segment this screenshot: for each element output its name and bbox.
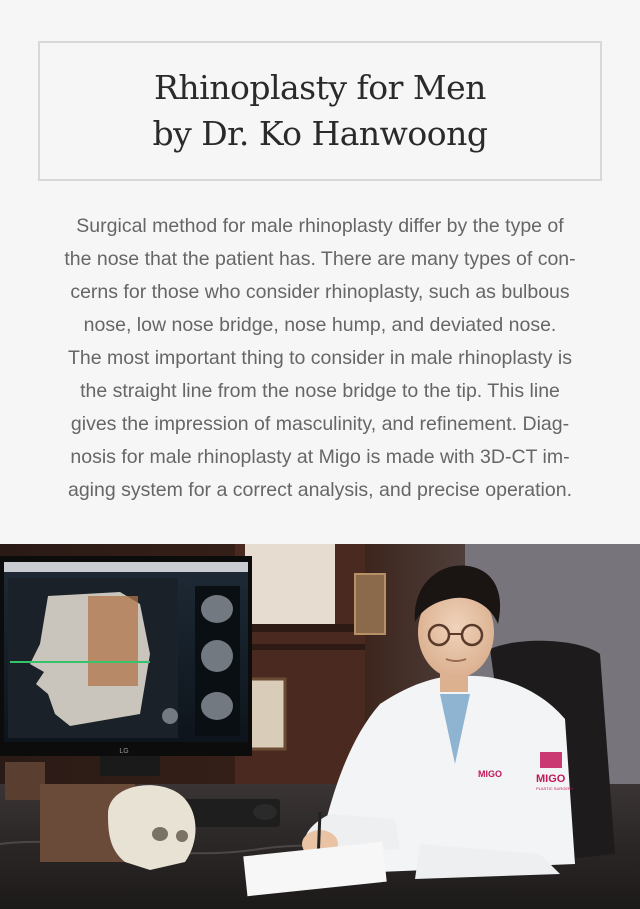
description-line: aging system for a correct analysis, and precise operation. bbox=[67, 479, 572, 501]
shelf-board bbox=[235, 624, 365, 632]
coat-logo-right: MIGO bbox=[536, 773, 566, 785]
ct-slice bbox=[201, 640, 233, 672]
description-paragraph bbox=[34, 210, 606, 507]
mouse bbox=[253, 804, 277, 820]
skull-eye bbox=[152, 827, 168, 841]
shelf-board bbox=[235, 644, 365, 650]
description-line: cerns for those who consider rhinoplasty, such as bulbous bbox=[70, 281, 570, 303]
page-title-line-2: by Dr. Ko Hanwoong bbox=[152, 114, 488, 153]
shelf-panel-light bbox=[245, 544, 335, 624]
description-line: nosis for male rhinoplasty at Migo is made with 3D-CT im- bbox=[70, 446, 570, 468]
shelf-frame bbox=[355, 574, 385, 634]
description-line: gives the impression of masculinity, and refinement. Diag- bbox=[70, 413, 570, 435]
ct-slice bbox=[201, 595, 233, 623]
ct-slice bbox=[201, 692, 233, 720]
description-line: the straight line from the nose bridge to the tip. This line bbox=[80, 380, 560, 402]
monitor-toolbar bbox=[4, 562, 248, 572]
description-line: the nose that the patient has. There are many types of con- bbox=[64, 248, 576, 270]
coat-logo-left: MIGO bbox=[478, 769, 502, 779]
description-line: nose, low nose bridge, nose hump, and deviated nose. bbox=[83, 314, 557, 336]
monitor-stand bbox=[100, 756, 160, 776]
doctor-photo bbox=[0, 544, 640, 909]
coat-logo-emblem bbox=[540, 752, 562, 768]
monitor-brand-label: LG bbox=[119, 748, 129, 755]
title-box bbox=[38, 41, 602, 181]
coat-logo-sub: PLASTIC SURGERY bbox=[536, 786, 574, 791]
ct-thumbnail bbox=[162, 708, 178, 724]
description-line: The most important thing to consider in male rhinoplasty is bbox=[68, 347, 572, 369]
ct-overlay bbox=[88, 596, 138, 686]
skull-eye bbox=[176, 830, 188, 842]
description-line: Surgical method for male rhinoplasty differ by the type of bbox=[76, 215, 564, 237]
skull-model bbox=[108, 785, 196, 870]
doctor-photo-illustration bbox=[0, 544, 640, 909]
pen-holder bbox=[5, 762, 45, 800]
page-title-line-1: Rhinoplasty for Men bbox=[154, 68, 486, 107]
